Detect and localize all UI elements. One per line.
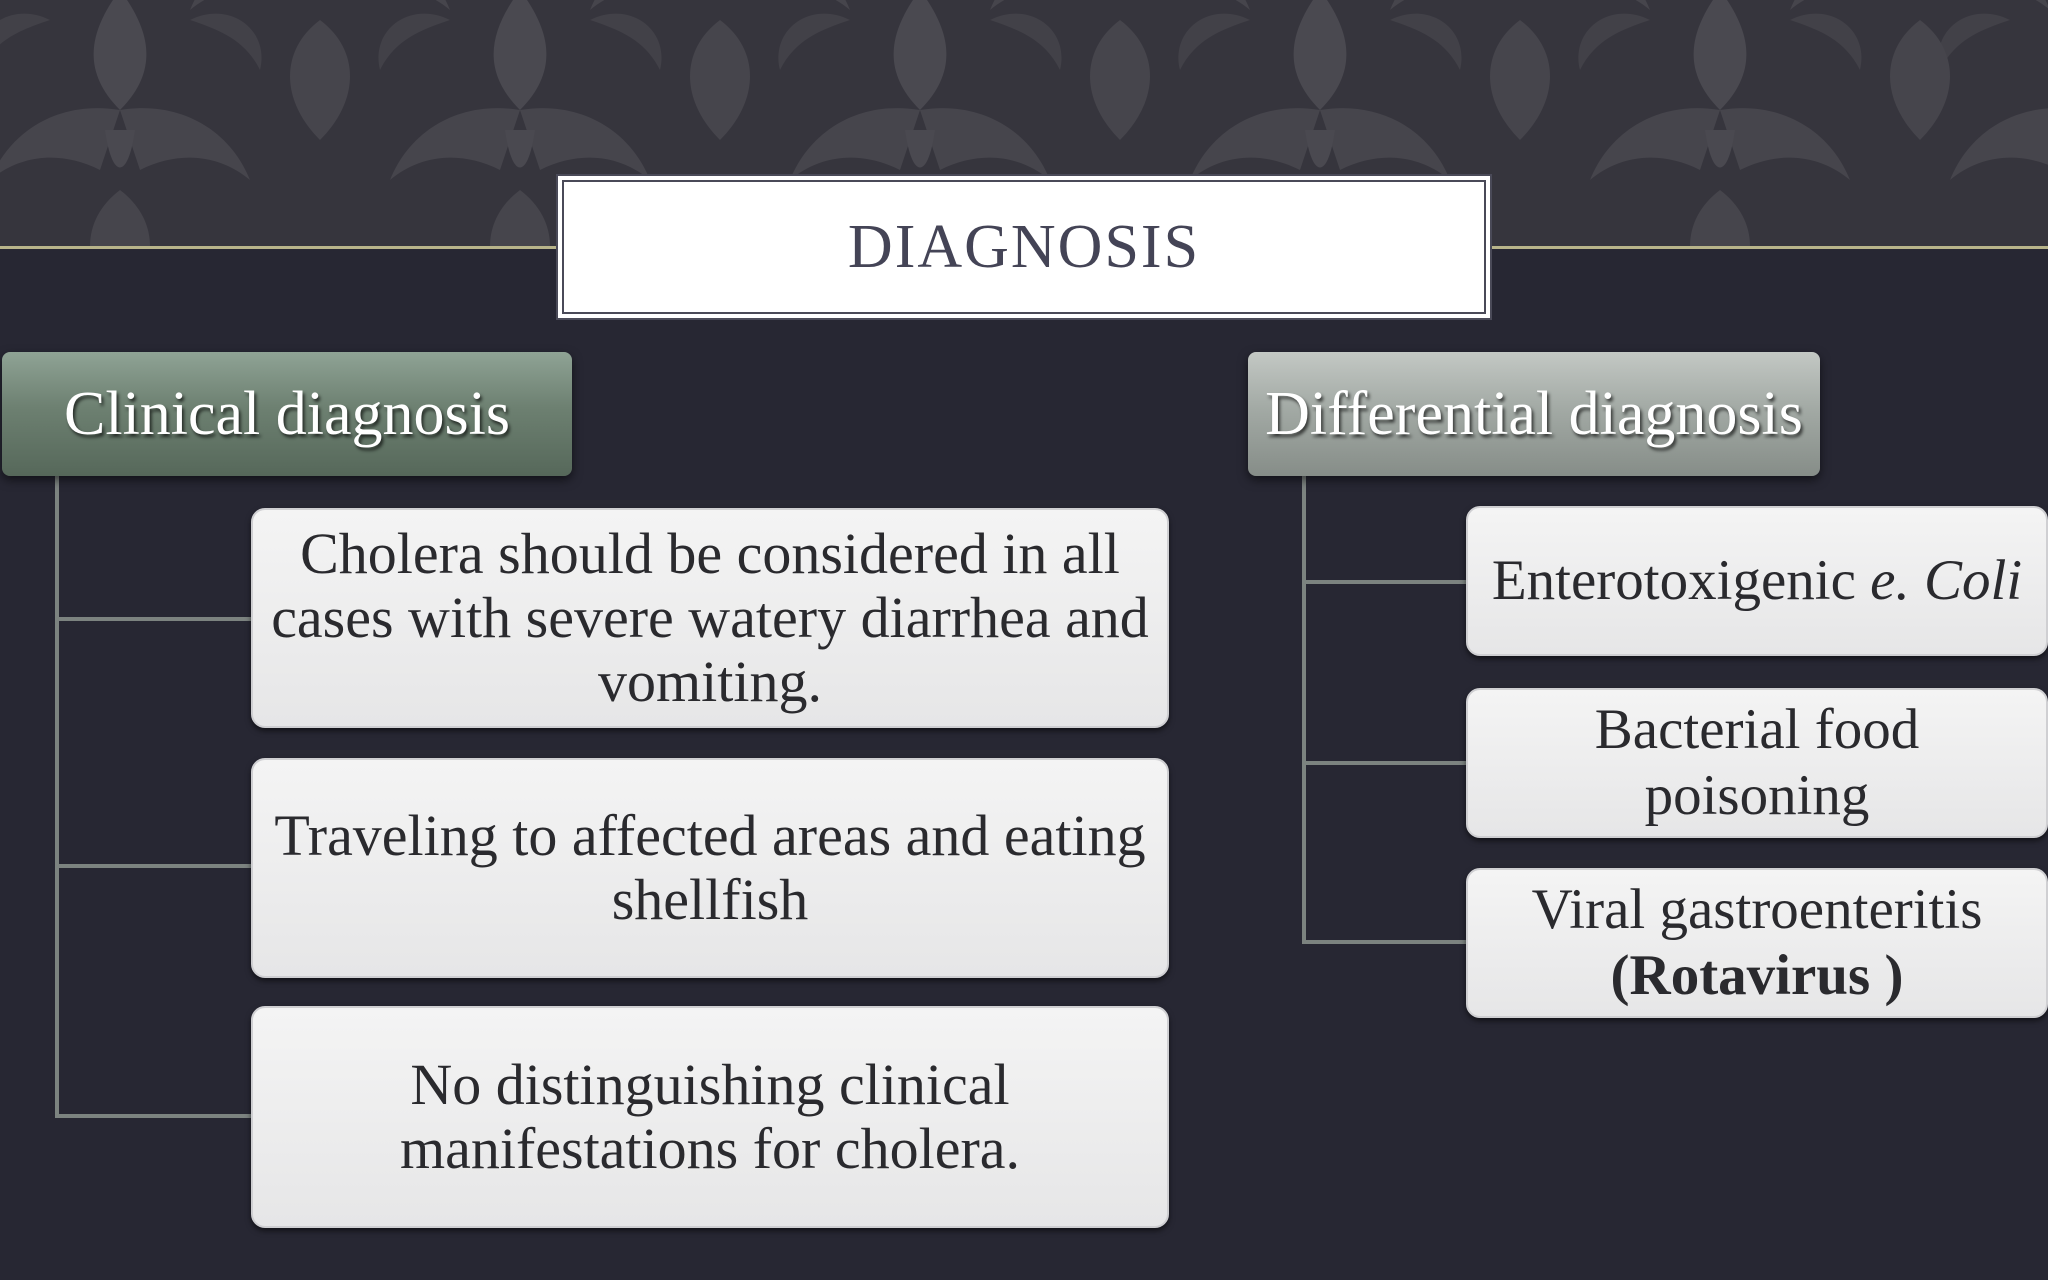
- differential-item-1: [1466, 506, 2048, 656]
- differential-trunk-line: [1302, 476, 1306, 944]
- clinical-item-1: [251, 508, 1169, 728]
- differential-branch-line-1: [1302, 580, 1468, 584]
- clinical-trunk-line: [55, 476, 59, 1118]
- differential-item-3-text: Viral gastroenteritis: [1531, 878, 1983, 941]
- clinical-diagnosis-header: [2, 352, 572, 476]
- differential-item-2: [1466, 688, 2048, 838]
- clinical-branch-line-3: [55, 1114, 251, 1118]
- clinical-diagnosis-label: Clinical diagnosis: [63, 379, 511, 448]
- differential-diagnosis-header: [1248, 352, 1820, 476]
- differential-item-1-italic: e. Coli: [1870, 549, 2023, 612]
- differential-item-1-text: [1492, 548, 2022, 614]
- title-box: [556, 174, 1492, 320]
- differential-item-3-bold: (Rotavirus ): [1610, 944, 1904, 1007]
- differential-branch-line-2: [1302, 761, 1468, 765]
- clinical-branch-line-2: [55, 864, 251, 868]
- clinical-item-3-text: No distinguishing clinical manifestations for cholera.: [399, 1052, 1021, 1181]
- clinical-item-2: [251, 758, 1169, 978]
- differential-item-2-text: Bacterial food poisoning: [1594, 698, 1920, 827]
- slide-title: DIAGNOSIS: [847, 212, 1201, 281]
- clinical-item-1-text: Cholera should be considered in all cases with severe watery diarrhea and vomiting.: [271, 521, 1149, 714]
- differential-item-3: [1466, 868, 2048, 1018]
- clinical-item-3: [251, 1006, 1169, 1228]
- clinical-branch-line-1: [55, 617, 251, 621]
- differential-diagnosis-label: Differential diagnosis: [1265, 379, 1803, 448]
- differential-branch-line-3: [1302, 940, 1468, 944]
- clinical-item-2-text: Traveling to affected areas and eating shellfish: [274, 803, 1146, 932]
- differential-item-1-main: Enterotoxigenic: [1491, 549, 1871, 612]
